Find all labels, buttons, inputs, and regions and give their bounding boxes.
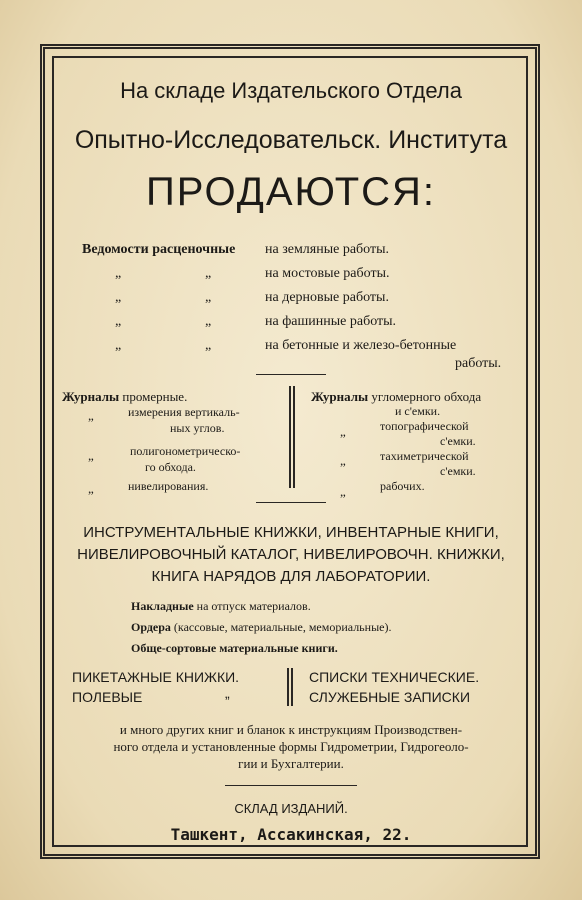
journals-left-row-1 [62,389,187,405]
header-line-2: Опытно-Исследовательск. Института [74,126,508,154]
statements-label: Ведомости расценочные [82,242,236,257]
header-title: ПРОДАЮТСЯ: [145,170,437,214]
journals-left-item: промерные. [122,389,188,404]
journals-right-item: тахиметрической [380,449,469,463]
statements-item-4: на фашинные работы. [265,314,397,329]
ditto-mark: „ [340,453,346,468]
ditto-mark: „ [205,266,212,281]
journals-right-item: с'емки. [440,434,476,448]
waybills-text: на отпуск материалов. [196,599,311,613]
journals-right-row-1 [311,389,481,405]
store-label: СКЛАД ИЗДАНИЙ. [234,801,348,816]
ditto-mark: „ [340,424,346,439]
waybills-label: Накладные [131,599,194,613]
journals-right-item: и с'емки. [395,404,441,418]
ditto-mark: „ [115,290,122,305]
orders-row [131,620,391,635]
journals-left-item: измерения вертикаль- [128,405,240,419]
statements-item-2: на мостовые работы. [265,266,390,281]
ditto-mark: „ [115,338,122,353]
journals-right-item: угломерного обхода [371,389,482,404]
general-books: Обще-сортовые материальные книги. [131,641,338,655]
header-line-1: На складе Издательского Отдела [120,78,462,103]
ditto-mark: „ [225,685,230,701]
statements-item-3: на дерновые работы. [265,290,389,305]
journals-left-item: ных углов. [170,421,225,435]
journals-left-item: нивелирования. [128,479,209,493]
ditto-mark: „ [88,448,94,463]
orders-label: Ордера [131,620,171,634]
ditto-mark: „ [205,338,212,353]
waybills-row [131,599,311,614]
lower-right-line-2: СЛУЖЕБНЫЕ ЗАПИСКИ [309,689,470,705]
divider [256,374,326,375]
lower-left-line-1: ПИКЕТАЖНЫЕ КНИЖКИ. [72,669,240,685]
ditto-mark: „ [205,314,212,329]
journals-right-item: топографической [380,419,469,433]
orders-text: (кассовые, материальные, мемориальные). [173,620,392,634]
books-line-1: ИНСТРУМЕНТАЛЬНЫЕ КНИЖКИ, ИНВЕНТАРНЫЕ КНИГИ, [83,524,499,541]
ditto-mark: „ [115,266,122,281]
books-line-3: КНИГА НАРЯДОВ ДЛЯ ЛАБОРАТОРИИ. [151,568,431,585]
lower-left-line-2: ПОЛЕВЫЕ [72,689,143,705]
journals-left-label: Журналы [62,389,120,404]
journals-right-item: рабочих. [380,479,425,493]
address-line: Ташкент, Ассакинская, 22. [170,825,412,844]
journals-left-item: го обхода. [145,460,196,474]
ditto-mark: „ [88,408,94,423]
journals-right-item: с'емки. [440,464,476,478]
ditto-mark: „ [115,314,122,329]
footer-line-2: ного отдела и установленные формы Гидрометрии, Гидрогеоло- [113,739,469,754]
divider [225,785,357,786]
column-separator [289,386,295,488]
lower-right-line-1: СПИСКИ ТЕХНИЧЕСКИЕ. [309,669,480,685]
footer-line-1: и много других книг и бланок к инструкциям Производствен- [119,722,463,737]
statements-item-5: на бетонные и железо-бетонные [265,338,457,353]
journals-left-item: полигонометрическо- [130,444,241,458]
divider [256,502,326,503]
statements-item-6: работы. [455,356,502,371]
ditto-mark: „ [88,481,94,496]
books-line-2: НИВЕЛИРОВОЧНЫЙ КАТАЛОГ, НИВЕЛИРОВОЧН. КНИЖКИ, [77,546,505,563]
journals-right-label: Журналы [311,389,369,404]
ditto-mark: „ [340,484,346,499]
ditto-mark: „ [205,290,212,305]
column-separator [287,668,293,706]
statements-item-1: на земляные работы. [265,242,390,257]
footer-line-3: гии и Бухгалтерии. [238,756,344,771]
